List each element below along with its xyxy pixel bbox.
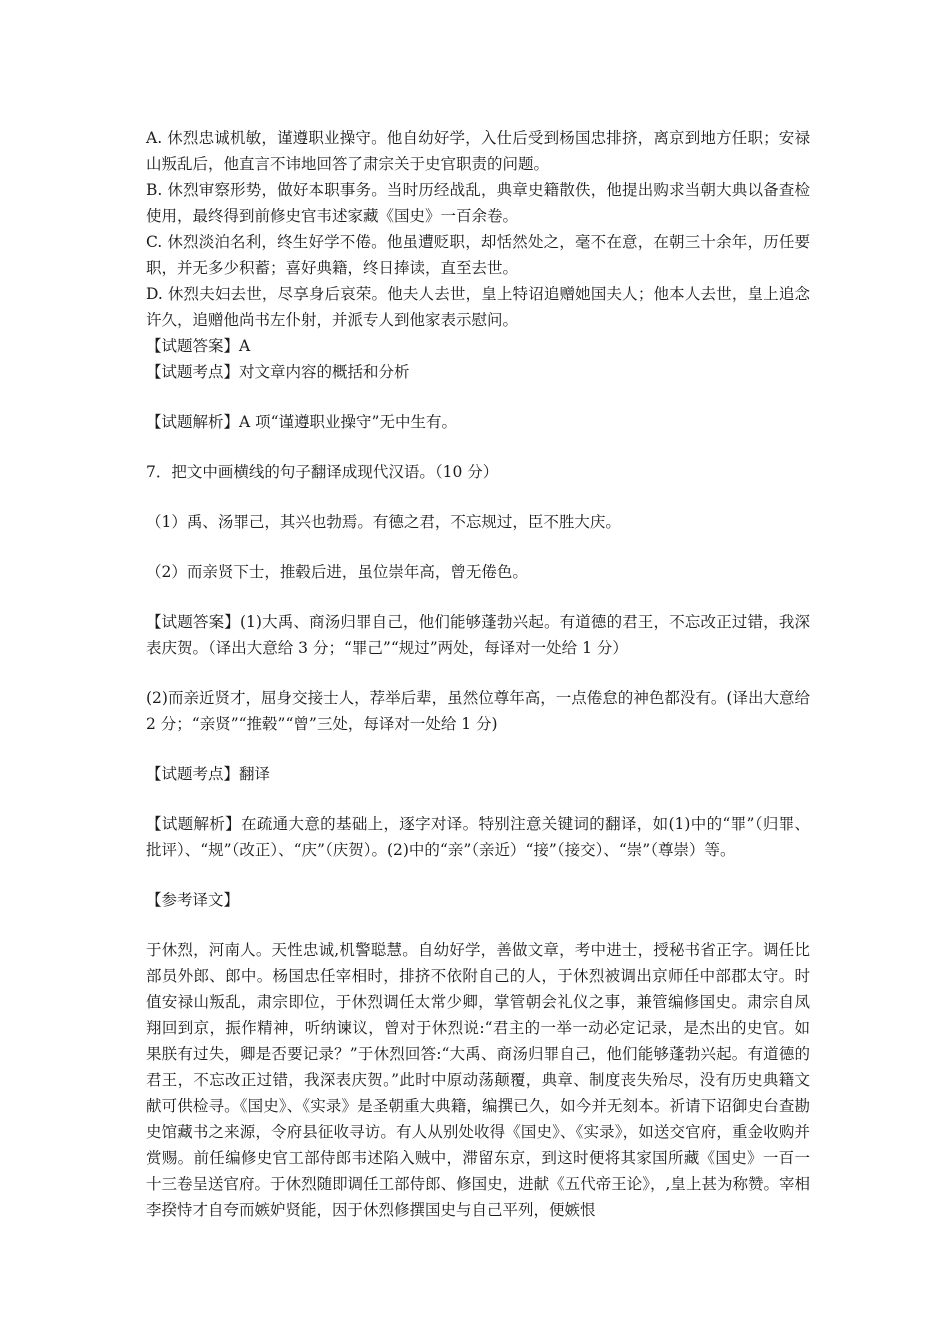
- q7-answer-2: (2)而亲近贤才，屈身交接士人，荐举后辈，虽然位尊年高，一点倦怠的神色都没有。(译出大意给 2 分；“亲贤”“推毂”“曾”三处，每译对一处给 1 分): [146, 689, 810, 733]
- reference-text: 于休烈，河南人。天性忠诚,机警聪慧。自幼好学，善做文章，考中进士，授秘书省正字。调任比部员外郎、郎中。杨国忠任宰相时，排挤不依附自己的人，于休烈被调出京师任中部郡太守。时值安禄山叛乱，肃宗即位，于休烈调任太常少卿，掌管朝会礼仪之事，兼管编修国史。肃宗自凤翔回到京，振作精神，听纳谏议，曾对于休烈说:“君主的一举一动必定记录，是杰出的史官。如果朕有过失，卿是否要记录？”于休烈回答:“大禹、商汤归罪自己，他们能够蓬勃兴起。有道德的君王，不忘改正过错，我深表庆贺。”此时中原动荡颠覆，典章、制度丧失殆尽，没有历史典籍文献可供检寻。《国史》、《实录》是圣朝重大典籍，编撰已久，如今并无刻本。祈请下诏御史台查勘史馆藏书之来源，令府县征收寻访。有人从别处收得《国史》、《实录》，如送交官府，重金收购并赏赐。前任编修史官工部侍郎韦述陷入贼中，滞留东京，到这时便将其家国所藏《国史》一百一十三卷呈送官府。于休烈随即调任工部侍郎、修国史，进献《五代帝王论》，,皇上甚为称赞。宰相李揆恃才自夸而嫉妒贤能，因于休烈修撰国史与自己平列，便嫉恨: [146, 941, 810, 1219]
- spacer: [146, 863, 810, 887]
- spacer: [146, 585, 810, 609]
- q7-sentence-1: （1）禹、汤罪己，其兴也勃焉。有德之君，不忘规过，臣不胜大庆。: [146, 513, 621, 531]
- spacer: [146, 535, 810, 559]
- option-d: D. 休烈夫妇去世，尽享身后哀荣。他夫人去世，皇上特诏追赠她国夫人；他本人去世，皇上追念许久，追赠他尚书左仆射，并派专人到他家表示慰问。: [146, 285, 810, 329]
- q7-analysis: 【试题解析】在疏通大意的基础上，逐字对译。特别注意关键词的翻译，如(1)中的“罪”（归罪、批评）、“规”（改正）、“庆”（庆贺）。(2)中的“亲”（亲近）“接”（接交）、“崇”（尊崇）等。: [146, 815, 810, 859]
- option-c: C. 休烈淡泊名利，终生好学不倦。他虽遭贬职，却恬然处之，毫不在意，在朝三十余年，历任要职，并无多少积蓄；喜好典籍，终日捧读，直至去世。: [146, 233, 810, 277]
- spacer: [146, 485, 810, 509]
- spacer: [146, 661, 810, 685]
- option-a: A. 休烈忠诚机敏，谨遵职业操守。他自幼好学，入仕后受到杨国忠排挤，离京到地方任职；安禄山叛乱后，他直言不讳地回答了肃宗关于史官职责的问题。: [146, 129, 810, 173]
- q7-prompt: 7．把文中画横线的句子翻译成现代汉语。（10 分）: [146, 463, 499, 481]
- reference-heading: 【参考译文】: [146, 891, 240, 909]
- option-b: B. 休烈审察形势，做好本职事务。当时历经战乱，典章史籍散佚，他提出购求当朝大典以备查检使用，最终得到前修史官韦述家藏《国史》一百余卷。: [146, 181, 810, 225]
- spacer: [146, 787, 810, 811]
- spacer: [146, 385, 810, 409]
- q7-point: 【试题考点】翻译: [146, 765, 271, 783]
- q6-point: 【试题考点】对文章内容的概括和分析: [146, 363, 410, 381]
- q6-analysis: 【试题解析】A 项“谨遵职业操守”无中生有。: [146, 413, 457, 431]
- spacer: [146, 737, 810, 761]
- spacer: [146, 913, 810, 937]
- q6-answer: 【试题答案】A: [146, 337, 251, 355]
- q7-answer-1: 【试题答案】(1)大禹、商汤归罪自己，他们能够蓬勃兴起。有道德的君王，不忘改正过错，我深表庆贺。（译出大意给 3 分；“罪己”“规过”两处，每译对一处给 1 分）: [146, 613, 810, 657]
- q7-sentence-2: （2）而亲贤下士，推毂后进，虽位崇年高，曾无倦色。: [146, 563, 528, 581]
- document-body: [146, 125, 810, 1223]
- spacer: [146, 435, 810, 459]
